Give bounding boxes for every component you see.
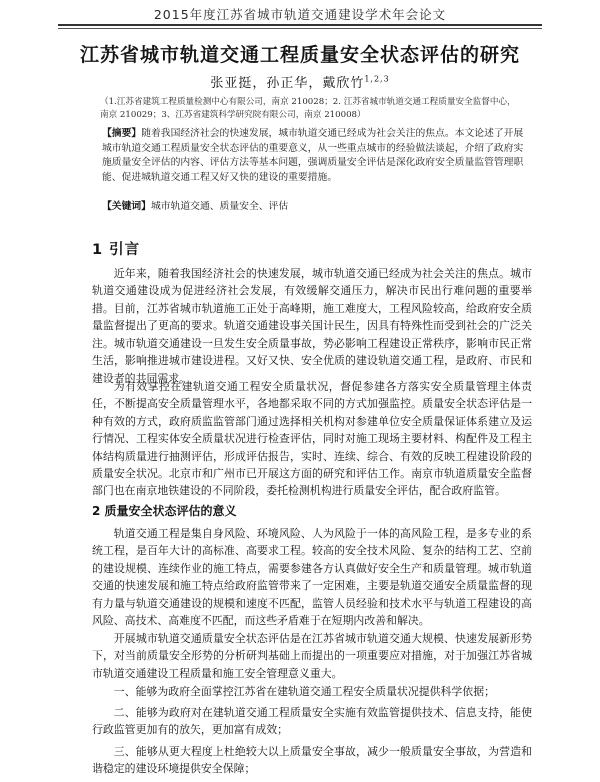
section-2-paragraph-1: 轨道交通工程是集自身风险、环境风险、人为风险于一体的高风险工程，是多专业的系统工程，是百年大计的高标准、高要求工程。较高的安全技术风险、复杂的结构工艺、空前的建设规模、连续作业的施工特点，需要参建各方认真做好安全生产和质量管理。城市轨道交通的快速发展和施工特点给政府监管带来了一定困难，主要是轨道交通安全质量监督的现有力量与轨道交通建设的规模和速度不匹配，监管人员经验和技术水平与轨道工程建设的高风险、高技术、高难度不匹配，而这些矛盾难于在短期内改善和解决。 [92,527,532,628]
section-1-heading: 1 引言 [92,242,141,258]
authors: 张亚挺，孙正华，戴欣竹 [210,76,365,91]
author-line [0,72,600,91]
section-2-paragraph-2: 开展城市轨道交通质量安全状态评估是在江苏省城市轨道交通大规模、快速发展新形势下，对当前质量安全形势的分析研判基础上而提出的一项重要应对措施，对于加强江苏省城市轨道交通建设工程质量和施工安全管理意义重大。 [92,632,532,680]
paper-title: 江苏省城市轨道交通工程质量安全状态评估的研究 [79,44,520,66]
header-rule-thin [58,28,542,29]
abstract-text: 随着我国经济社会的快速发展，城市轨道交通已经成为社会关注的焦点。本文论述了开展城市轨道交通工程质量安全状态评估的重要意义，从一些重点城市的经验做法谈起，介绍了政府实施质量安全评估的内容、评估方法等基本问题，强调质量安全评估是深化政府安全质量监管管理职能、促进城轨道交通工程又好又快的建设的重要措施。 [102,128,524,183]
section-2-heading: 2 质量安全状态评估的意义 [92,504,237,518]
section-1-paragraph-1: 近年来，随着我国经济社会的快速发展，城市轨道交通已经成为社会关注的焦点。城市轨道交通建设成为促进经济社会发展，有效缓解交通压力，解决市民出行难问题的重要举措。 [92,267,532,315]
author-superscripts: 1,2,3 [364,74,390,84]
keywords-block [102,200,524,214]
abstract-label: 【摘要】 [102,128,142,139]
section-2-list-item-3: 三、能够从更大程度上杜绝较大以上质量安全事故，减少一般质量安全事故，为营造和谐稳定的建设环境提供安全保障； [92,745,532,776]
running-header: 2015年度江苏省城市轨道交通建设学术年会论文 [153,7,447,22]
abstract-block [102,127,524,185]
section-1-paragraph-2: 目前，江苏省城市轨道施工正处于高峰期，施工难度大，工程风险较高，给政府安全质量监督提出了更高的要求。轨道交通建设事关国计民生，因具有特殊性而受到社会的广泛关注。城市轨道交通建设一旦发生安全质量事故，势必影响工程建设正常秩序，影响市民正常生活，影响推进城市建设进程。又好又快、安全优质的建设轨道交通工程，是政府、市民和建设者的共同需求。 [92,302,532,385]
keywords-label: 【关键词】 [102,201,151,212]
affiliations: （1.江苏省建筑工程质量检测中心有限公司，南京 210028；2. 江苏省城市轨道交通工程质量安全监督中心，南京 210029；3、江苏省建筑科学研究院有限公司，南京 210008） [100,97,516,120]
header-rule [58,24,542,26]
section-2-list-item-1: 一、能够为政府全面掌控江苏省在建轨道交通工程安全质量状况提供科学依据； [113,685,495,698]
section-1-paragraph-3: 为有效掌控在建轨道交通工程安全质量状况，督促参建各方落实安全质量管理主体责任，不断提高安全质量管理水平，各地都采取不同的方式加强监控。质量安全状态评估是一种有效的方式，政府质监监管部门通过选择相关机构对参建单位安全质量保证体系建立及运行情况、工程实体安全质量状况进行检查评估，同时对施工现场主要材料、构配件及工程主体结构质量进行抽测评估，形成评估报告，实时、连续、综合、有效的反映工程建设阶段的质量安全状况。北京市和广州市已开展这方面的研究和评估工作。南京市轨道质量安全监督部门也在南京地铁建设的不同阶段，委托检测机构进行质量安全评估，配合政府监管。 [92,380,532,498]
section-2-list-item-2: 二、能够为政府对在建轨道交通工程质量安全实施有效监管提供技术、信息支持，能使行政监管更加有的放矢，更加富有成效； [92,706,532,737]
keywords-text: 城市轨道交通、质量安全、评估 [150,201,289,212]
